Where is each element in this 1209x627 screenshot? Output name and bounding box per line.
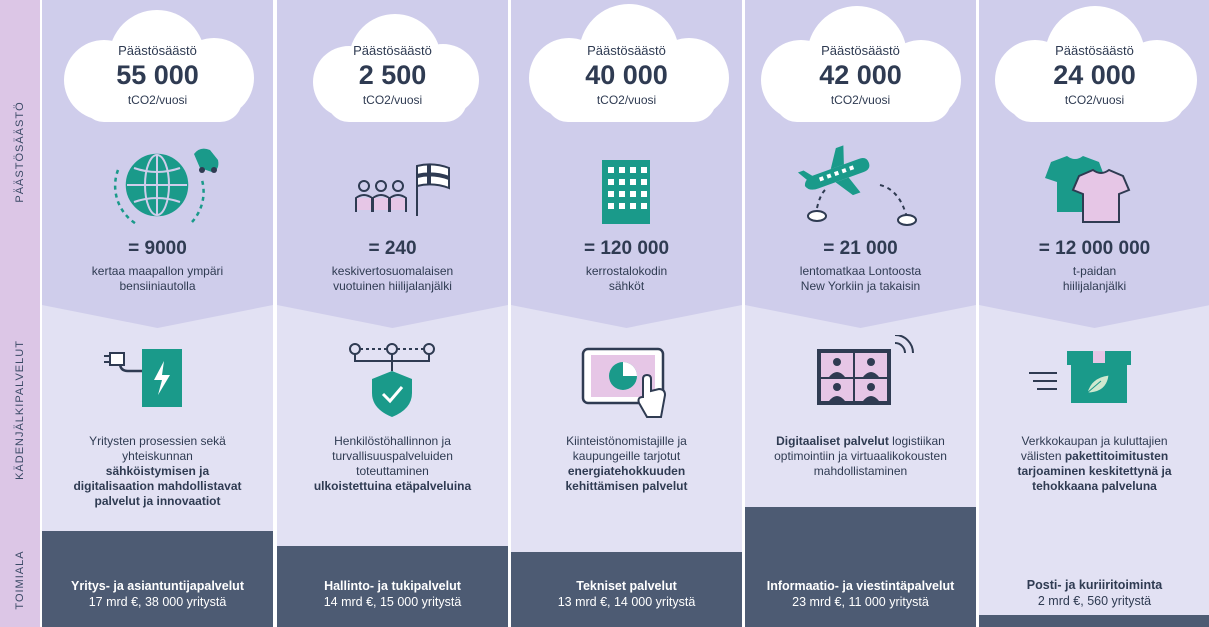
- service-text-bold: tehokkaana palveluna: [1032, 479, 1157, 493]
- savings-unit: tCO2/vuosi: [1064, 93, 1125, 107]
- industry-stats: 14 mrd €, 15 000 yritystä: [323, 595, 462, 609]
- column-information-services: [745, 0, 976, 627]
- column-admin-services: [277, 0, 508, 627]
- service-text: Kiinteistönomistajille ja: [566, 434, 687, 448]
- service-description: [529, 434, 724, 494]
- service-text-bold: sähköistymisen ja: [105, 464, 210, 478]
- service-description: [763, 434, 958, 479]
- service-description: [295, 434, 490, 494]
- equivalent-desc-line: t-paidan: [1072, 264, 1117, 278]
- service-text-line: [763, 434, 958, 449]
- service-text: Henkilöstöhallinnon ja: [334, 434, 451, 448]
- chevron-divider: [979, 305, 1209, 328]
- service-text-bold: digitalisaation mahdollistavat: [73, 479, 242, 493]
- cloud-label: Päästösäästö: [118, 43, 197, 58]
- service-text-bold: ulkoistettuina etäpalveluina: [313, 479, 472, 493]
- service-text: logistiikan: [888, 434, 945, 448]
- industry-name: Yritys- ja asiantuntijapalvelut: [71, 579, 244, 593]
- cloud-label: Päästösäästö: [821, 43, 900, 58]
- savings-value: 40 000: [585, 60, 668, 90]
- equivalent-desc-line: vuotuinen hiilijalanjälki: [333, 279, 452, 293]
- equivalent-desc-line: New Yorkiin ja takaisin: [800, 279, 921, 293]
- service-text: yhteiskunnan: [122, 449, 193, 463]
- equivalent-description: [765, 264, 956, 294]
- industry-stats: 2 mrd €, 560 yritystä: [1037, 594, 1152, 608]
- savings-value: 55 000: [116, 60, 199, 90]
- equivalent-description: [297, 264, 488, 294]
- industry-stats: 17 mrd €, 38 000 yritystä: [88, 595, 227, 609]
- service-text-bold: palvelut ja innovaatiot: [94, 494, 221, 508]
- industry-band: [511, 552, 742, 627]
- service-text: mahdollistaminen: [813, 464, 908, 478]
- chevron-divider: [42, 305, 273, 328]
- equivalent-desc-line: keskivertosuomalaisen: [331, 264, 454, 278]
- equivalent-description: [531, 264, 722, 294]
- service-text-line: [997, 449, 1192, 464]
- apartment-building-icon: [511, 140, 742, 230]
- service-text: turvallisuuspalveluiden: [332, 449, 453, 463]
- savings-unit: tCO2/vuosi: [127, 93, 188, 107]
- equivalent-desc-line: lentomatkaa Lontoosta: [799, 264, 922, 278]
- service-text-bold: Digitaaliset palvelut: [776, 434, 889, 448]
- service-text: Yritysten prosessien sekä: [89, 434, 226, 448]
- cloud-label: Päästösäästö: [1055, 43, 1134, 58]
- industry-band: [979, 615, 1209, 627]
- airplane-icon: [745, 140, 976, 230]
- service-text-bold: energiatehokkuuden: [567, 464, 686, 478]
- equivalent-desc-line: sähköt: [608, 279, 645, 293]
- equivalent-desc-line: bensiiniautolla: [119, 279, 196, 293]
- industry-band: [277, 546, 508, 627]
- column-technical-services: [511, 0, 742, 627]
- service-text: kaupungeille tarjotut: [572, 449, 681, 463]
- electric-plug-icon: [42, 335, 273, 425]
- tablet-chart-icon: [511, 335, 742, 425]
- service-text: välisten: [1020, 449, 1065, 463]
- equivalent-value: = 9000: [128, 238, 187, 259]
- cloud-label: Päästösäästö: [587, 43, 666, 58]
- savings-value: 42 000: [819, 60, 902, 90]
- savings-unit: tCO2/vuosi: [830, 93, 891, 107]
- service-text: toteuttaminen: [356, 464, 429, 478]
- service-description: [60, 434, 255, 509]
- industry-name: Posti- ja kuriiritoiminta: [1026, 578, 1163, 592]
- globe-car-icon: [42, 140, 273, 230]
- equivalent-value: = 21 000: [823, 238, 898, 259]
- equivalent-desc-line: hiilijalanjälki: [1062, 279, 1127, 293]
- service-description: [997, 434, 1192, 494]
- equivalent-value: = 240: [368, 238, 417, 259]
- equivalent-description: [999, 264, 1190, 294]
- side-label-savings: PÄÄSTÖSÄÄSTÖ: [14, 101, 26, 203]
- delivery-box-icon: [979, 335, 1209, 425]
- equivalent-desc-line: kertaa maapallon ympäri: [91, 264, 224, 278]
- equivalent-desc-line: kerrostalokodin: [585, 264, 668, 278]
- cloud-label: Päästösäästö: [353, 43, 432, 58]
- chevron-divider: [277, 305, 508, 328]
- chevron-divider: [745, 305, 976, 328]
- industry-stats: 23 mrd €, 11 000 yritystä: [792, 595, 929, 609]
- column-postal-services: [979, 0, 1209, 627]
- video-conference-icon: [745, 335, 976, 425]
- service-text-bold: kehittämisen palvelut: [565, 479, 688, 493]
- side-label-industry: TOIMIALA: [14, 550, 26, 610]
- savings-unit: tCO2/vuosi: [596, 93, 657, 107]
- service-text: Verkkokaupan ja kuluttajien: [1021, 434, 1168, 448]
- side-strip: [0, 0, 40, 627]
- industry-name: Tekniset palvelut: [576, 579, 677, 593]
- chevron-divider: [511, 305, 742, 328]
- equivalent-value: = 12 000 000: [1038, 238, 1151, 259]
- equivalent-description: [62, 264, 253, 294]
- industry-name: Hallinto- ja tukipalvelut: [324, 579, 461, 593]
- service-text: optimointiin ja virtuaalikokousten: [774, 449, 947, 463]
- industry-stats: 13 mrd €, 14 000 yritystä: [557, 595, 696, 609]
- industry-band: [745, 507, 976, 627]
- security-shield-icon: [277, 335, 508, 425]
- people-flag-icon: [277, 140, 508, 230]
- savings-value: 24 000: [1053, 60, 1136, 90]
- column-business-services: [42, 0, 273, 627]
- industry-name: Informaatio- ja viestintäpalvelut: [766, 579, 955, 593]
- savings-value: 2 500: [358, 60, 427, 90]
- service-text-bold: pakettitoimitusten: [1064, 449, 1169, 463]
- side-label-handprint: KÄDENJÄLKIPALVELUT: [14, 340, 26, 480]
- tshirts-icon: [979, 140, 1209, 230]
- industry-band: [42, 531, 273, 627]
- equivalent-value: = 120 000: [583, 238, 670, 259]
- savings-unit: tCO2/vuosi: [362, 93, 423, 107]
- service-text-bold: tarjoaminen keskitettynä ja: [1017, 464, 1172, 478]
